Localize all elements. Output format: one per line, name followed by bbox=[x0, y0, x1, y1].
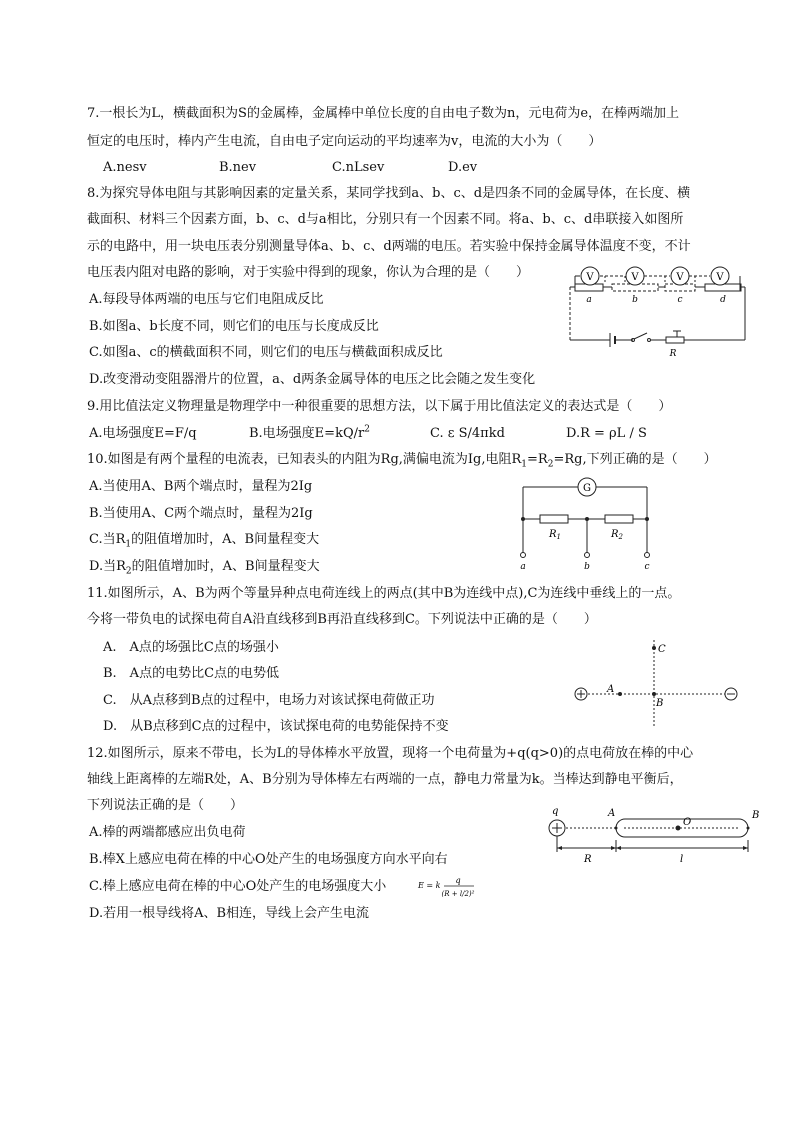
q8-stem-line1: 8.为探究导体电阻与其影响因素的定量关系，某同学找到a、b、c、d是四条不同的金属导体，在长度、横 bbox=[87, 186, 691, 201]
q12-rod-diagram bbox=[540, 806, 765, 866]
conductor-c-label: c bbox=[677, 295, 683, 305]
q10-option-a: A.当使用A、B两个端点时，量程为2Ig bbox=[89, 479, 313, 494]
conductor-a-label: a bbox=[586, 295, 592, 305]
voltmeter-d-label: V bbox=[716, 272, 724, 283]
q12-stem-line2: 轴线上距离棒的左端R处，A、B分别为导体棒左右两端的一点，静电力常量为k。当棒达到静电平衡后， bbox=[87, 772, 683, 787]
rheostat-label: R bbox=[669, 349, 677, 359]
q10-ammeter-circuit bbox=[515, 475, 655, 570]
q12-stem-line3: 下列说法正确的是（ ） bbox=[87, 798, 244, 813]
q12-option-a: A.棒的两端都感应出负电荷 bbox=[89, 825, 246, 840]
terminal-a-label: a bbox=[520, 562, 526, 572]
q10-option-b: B.当使用A、C两个端点时，量程为2Ig bbox=[89, 506, 313, 521]
q12-field-formula bbox=[418, 874, 498, 904]
q11-option-b: B. A点的电势比C点的电势低 bbox=[103, 666, 280, 681]
length-l-label: l bbox=[680, 854, 684, 865]
r1-label: $R_1$ bbox=[549, 529, 561, 541]
point-c-label: C bbox=[658, 644, 666, 655]
q8-stem-line2: 截面积、材料三个因素方面，b、c、d与a相比，分别只有一个因素不同。将a、b、c、d串联接入如图所 bbox=[87, 212, 684, 227]
q10-option-d: D.当$R_2$的阻值增加时，A、B间量程变大 bbox=[89, 559, 320, 577]
formula-lhs: E = k bbox=[418, 881, 441, 890]
q11-stem-line2: 今将一带负电的试探电荷自A沿直线移到B再沿直线移到C。下列说法中正确的是（ ） bbox=[87, 612, 597, 627]
q7-stem-line1: 7.一根长为L，横截面积为S的金属棒，金属棒中单位长度的自由电子数为n，元电荷为e，在棒两端加上 bbox=[87, 106, 680, 121]
end-b-label: B bbox=[752, 810, 760, 821]
charge-q-label: q bbox=[552, 806, 559, 817]
q8-option-a: A.每段导体两端的电压与它们电阻成反比 bbox=[89, 292, 324, 307]
positive-charge-icon bbox=[575, 688, 587, 700]
voltmeter-b-label: V bbox=[631, 272, 639, 283]
q7-option-d: D.ev bbox=[448, 160, 478, 175]
q8-stem-line4: 电压表内阻对电路的影响，对于实验中得到的现象，你认为合理的是（ ） bbox=[87, 265, 530, 280]
galvanometer-label: G bbox=[583, 483, 591, 494]
voltmeter-c-label: V bbox=[676, 272, 684, 283]
voltmeter-a-label: V bbox=[586, 272, 594, 283]
center-o-label: O bbox=[683, 817, 692, 828]
conductor-d-label: d bbox=[720, 295, 726, 305]
q7-option-a: A.nesv bbox=[103, 160, 147, 175]
q9-stem: 9.用比值法定义物理量是物理学中一种很重要的思想方法，以下属于用比值法定义的表达式是（ ） bbox=[87, 399, 672, 414]
q11-charges-diagram bbox=[570, 636, 740, 732]
q12-option-d: D.若用一根导线将A、B相连，导线上会产生电流 bbox=[89, 906, 370, 921]
q11-stem-line1: 11.如图所示，A、B为两个等量异种点电荷连线上的两点(其中B为连线中点),C为连线中垂线上的一点。 bbox=[87, 586, 681, 601]
q12-option-c: C.棒上感应电荷在棒的中心O处产生的电场强度大小 bbox=[89, 879, 387, 894]
q9-option-c: C. ε S/4πkd bbox=[430, 426, 505, 441]
q10-stem: 10.如图是有两个量程的电流表，已知表头的内阻为Rg,满偏电流为Ig,电阻$R_1=R_2=Rg$,下列正确的是（ ） bbox=[87, 452, 717, 470]
q7-stem-line2: 恒定的电压时，棒内产生电流，自由电子定向运动的平均速率为v，电流的大小为（ ） bbox=[87, 134, 602, 149]
negative-charge-icon bbox=[725, 688, 737, 700]
q11-option-a: A. A点的场强比C点的场强小 bbox=[103, 640, 279, 655]
q8-option-d: D.改变滑动变阻器滑片的位置，a、d两条金属导体的电压之比会随之发生变化 bbox=[89, 372, 536, 387]
q7-option-c: C.nLsev bbox=[332, 160, 385, 175]
point-charge-icon bbox=[549, 820, 565, 836]
terminal-b-label: b bbox=[584, 562, 590, 572]
formula-numerator: q bbox=[455, 876, 461, 885]
q12-stem-line1: 12.如图所示，原来不带电，长为L的导体棒水平放置，现将一个电荷量为+q(q>0)的点电荷放在棒的中心 bbox=[87, 746, 694, 761]
conductor-b-label: b bbox=[632, 295, 638, 305]
q7-option-b: B.nev bbox=[219, 160, 257, 175]
q8-option-b: B.如图a、b长度不同，则它们的电压与长度成反比 bbox=[89, 319, 379, 334]
terminal-c-label: c bbox=[644, 562, 650, 572]
q10-option-c: C.当$R_1$的阻值增加时，A、B间量程变大 bbox=[89, 532, 320, 550]
q8-option-c: C.如图a、c的横截面积不同，则它们的电压与横截面积成反比 bbox=[89, 345, 443, 360]
q9-option-d: D.R = ρL / S bbox=[566, 426, 647, 441]
q12-option-b: B.棒X上感应电荷在棒的中心O处产生的电场强度方向水平向右 bbox=[89, 852, 448, 867]
point-a-label: A bbox=[607, 684, 615, 695]
distance-r-label: R bbox=[584, 854, 592, 865]
r2-label: $R_2$ bbox=[611, 529, 623, 541]
point-b-label: B bbox=[656, 698, 664, 709]
q9-option-a: A.电场强度E=F/q bbox=[89, 426, 197, 441]
q9-option-b: B.电场强度$E=kQ/r^2$ bbox=[249, 424, 370, 441]
q11-option-d: D. 从B点移到C点的过程中，该试探电荷的电势能保持不变 bbox=[103, 719, 449, 734]
q8-circuit-diagram bbox=[565, 260, 755, 360]
end-a-label: A bbox=[608, 808, 616, 819]
q8-stem-line3: 示的电路中，用一块电压表分别测量导体a、b、c、d两端的电压。若实验中保持金属导体温度不变，不计 bbox=[87, 239, 691, 254]
q11-option-c: C. 从A点移到B点的过程中，电场力对该试探电荷做正功 bbox=[103, 693, 435, 708]
formula-denominator: (R + l/2)² bbox=[441, 890, 475, 898]
